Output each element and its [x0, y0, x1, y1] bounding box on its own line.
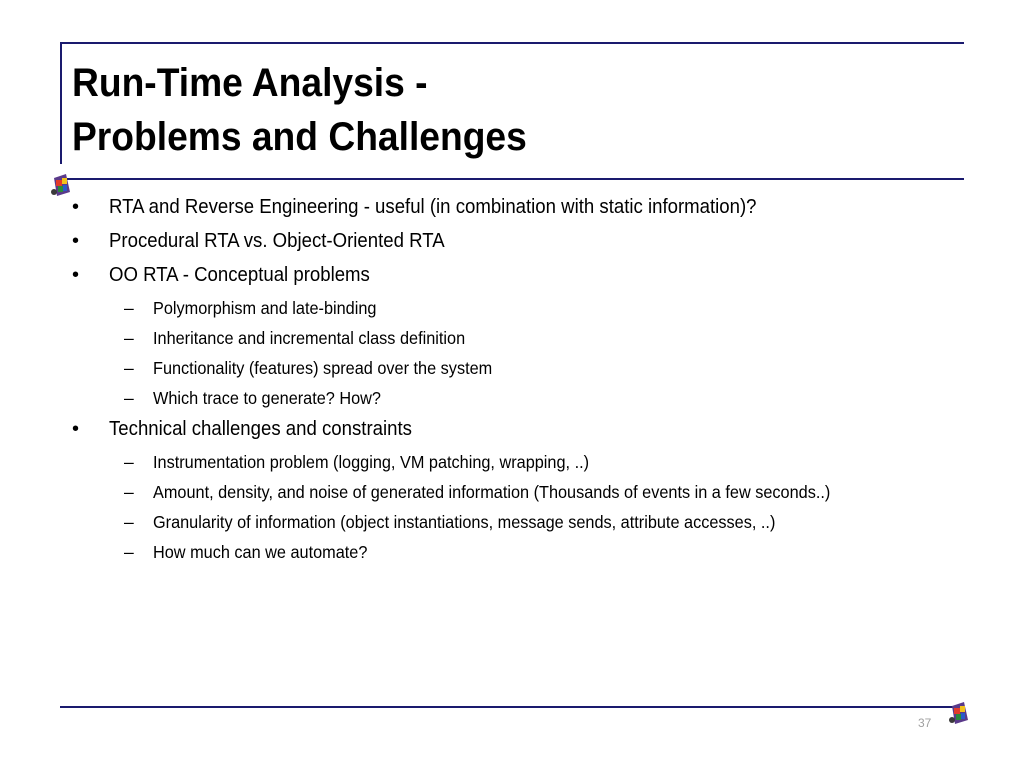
sub-bullet-item [72, 295, 972, 325]
title-top-rule [60, 42, 964, 44]
sub-bullet-item [72, 479, 972, 509]
sub-bullet-text: Granularity of information (object instantiations, message sends, attribute accesses, ..) [153, 512, 776, 532]
bullet-marker: • [72, 418, 80, 440]
bullet-item [72, 415, 972, 449]
logo-icon [50, 172, 72, 198]
bullet-item [72, 227, 972, 261]
slide-title-line2: Problems and Challenges [72, 115, 527, 159]
sub-bullet-text: Amount, density, and noise of generated information (Thousands of events in a few seconds..) [153, 482, 831, 502]
sub-bullet-text: How much can we automate? [153, 542, 368, 562]
sub-bullet-text: Inheritance and incremental class definition [153, 328, 466, 348]
title-bottom-rule [60, 178, 964, 180]
bullet-marker: • [72, 230, 80, 252]
sub-bullet-marker: – [124, 298, 134, 318]
bullet-item [72, 261, 972, 295]
sub-bullet-marker: – [124, 482, 134, 502]
sub-bullet-text: Instrumentation problem (logging, VM patching, wrapping, ..) [153, 452, 590, 472]
slide-title-line1: Run-Time Analysis - [72, 61, 428, 105]
sub-bullet-item [72, 385, 972, 415]
sub-bullet-item [72, 449, 972, 479]
bullet-marker: • [72, 196, 80, 218]
bullet-text: RTA and Reverse Engineering - useful (in combination with static information)? [109, 196, 757, 218]
sub-bullet-marker: – [124, 328, 134, 348]
sub-bullet-text: Which trace to generate? How? [153, 388, 381, 408]
sub-bullet-item [72, 509, 972, 539]
bullet-list [72, 193, 972, 569]
slide-title [72, 56, 527, 164]
sub-bullet-item [72, 539, 972, 569]
sub-bullet-item [72, 355, 972, 385]
sub-bullet-text: Polymorphism and late-binding [153, 298, 377, 318]
logo-icon [948, 700, 970, 726]
bullet-item [72, 193, 972, 227]
bullet-marker: • [72, 264, 80, 286]
sub-bullet-item [72, 325, 972, 355]
title-left-rule [60, 44, 62, 164]
page-number: 37 [918, 716, 932, 730]
footer-rule [60, 706, 964, 708]
bullet-text: OO RTA - Conceptual problems [109, 264, 370, 286]
sub-bullet-marker: – [124, 512, 134, 532]
sub-bullet-marker: – [124, 542, 134, 562]
sub-bullet-marker: – [124, 358, 134, 378]
bullet-text: Procedural RTA vs. Object-Oriented RTA [109, 230, 445, 252]
bullet-text: Technical challenges and constraints [109, 418, 412, 440]
sub-bullet-marker: – [124, 452, 134, 472]
sub-bullet-marker: – [124, 388, 134, 408]
sub-bullet-text: Functionality (features) spread over the system [153, 358, 493, 378]
